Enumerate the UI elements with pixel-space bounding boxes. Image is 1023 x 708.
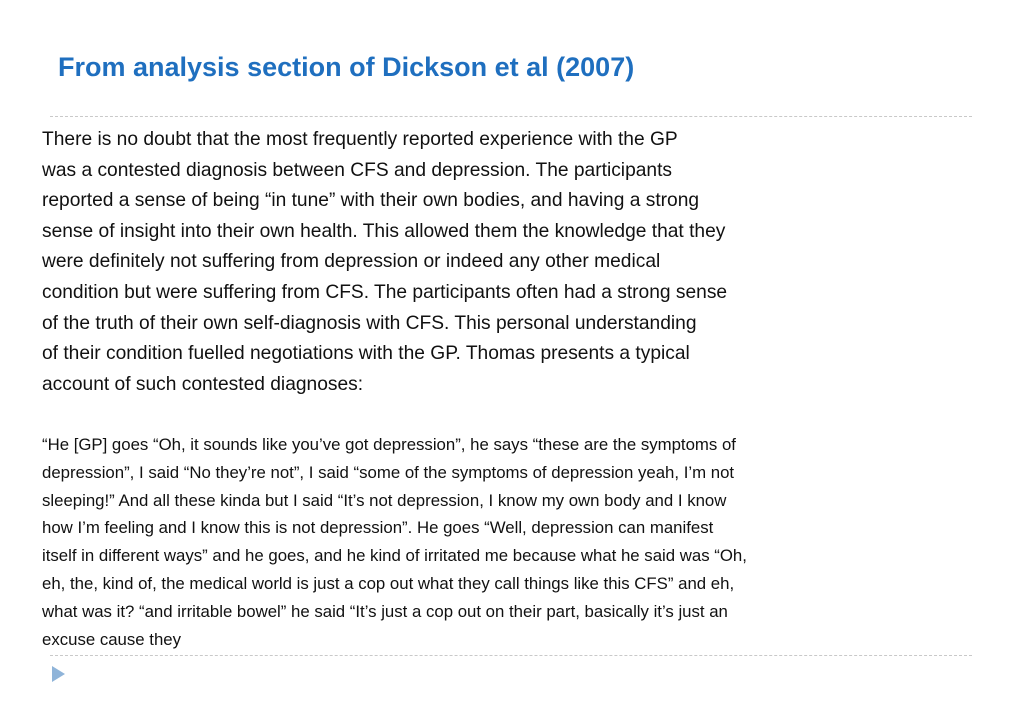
top-divider [50, 116, 972, 117]
bottom-divider [50, 655, 972, 656]
quote-line: “He [GP] goes “Oh, it sounds like you’ve got depression”, he says “these are the symptoms of [42, 435, 736, 454]
paragraph-line: was a contested diagnosis between CFS and depression. The participants [42, 159, 673, 181]
analysis-paragraph [42, 125, 842, 400]
paragraph-line: There is no doubt that the most frequently reported experience with the GP [42, 129, 678, 150]
paragraph-line: of the truth of their own self-diagnosis with CFS. This personal understanding [42, 312, 697, 334]
play-triangle-icon [50, 665, 66, 683]
paragraph-line: reported a sense of being “in tune” with their own bodies, and having a strong [42, 190, 700, 212]
quote-line: how I’m feeling and I know this is not depression”. He goes “Well, depression can manifest [42, 518, 714, 538]
quote-line: excuse cause they [42, 629, 181, 649]
paragraph-line: were definitely not suffering from depression or indeed any other medical [42, 251, 661, 273]
paragraph-line: account of such contested diagnoses: [42, 373, 364, 395]
quote-line: depression”, I said “No they’re not”, I said “some of the symptoms of depression yeah, I’m not [42, 462, 735, 482]
paragraph-line: condition but were suffering from CFS. The participants often had a strong sense [42, 281, 728, 303]
quote-line: itself in different ways” and he goes, and he kind of irritated me because what he said was “Oh, [42, 546, 747, 566]
participant-quote [42, 431, 862, 653]
quote-line: sleeping!” And all these kinda but I said “It’s not depression, I know my own body and I know [42, 490, 727, 510]
paragraph-line: of their condition fuelled negotiations with the GP. Thomas presents a typical [42, 343, 690, 365]
slide-title: From analysis section of Dickson et al (2007) [58, 52, 635, 82]
quote-line: what was it? “and irritable bowel” he said “It’s just a cop out on their part, basically it’s just an [42, 601, 728, 621]
paragraph-line: sense of insight into their own health. This allowed them the knowledge that they [42, 220, 726, 242]
quote-line: eh, the, kind of, the medical world is just a cop out what they call things like this CFS” and eh, [42, 573, 735, 593]
